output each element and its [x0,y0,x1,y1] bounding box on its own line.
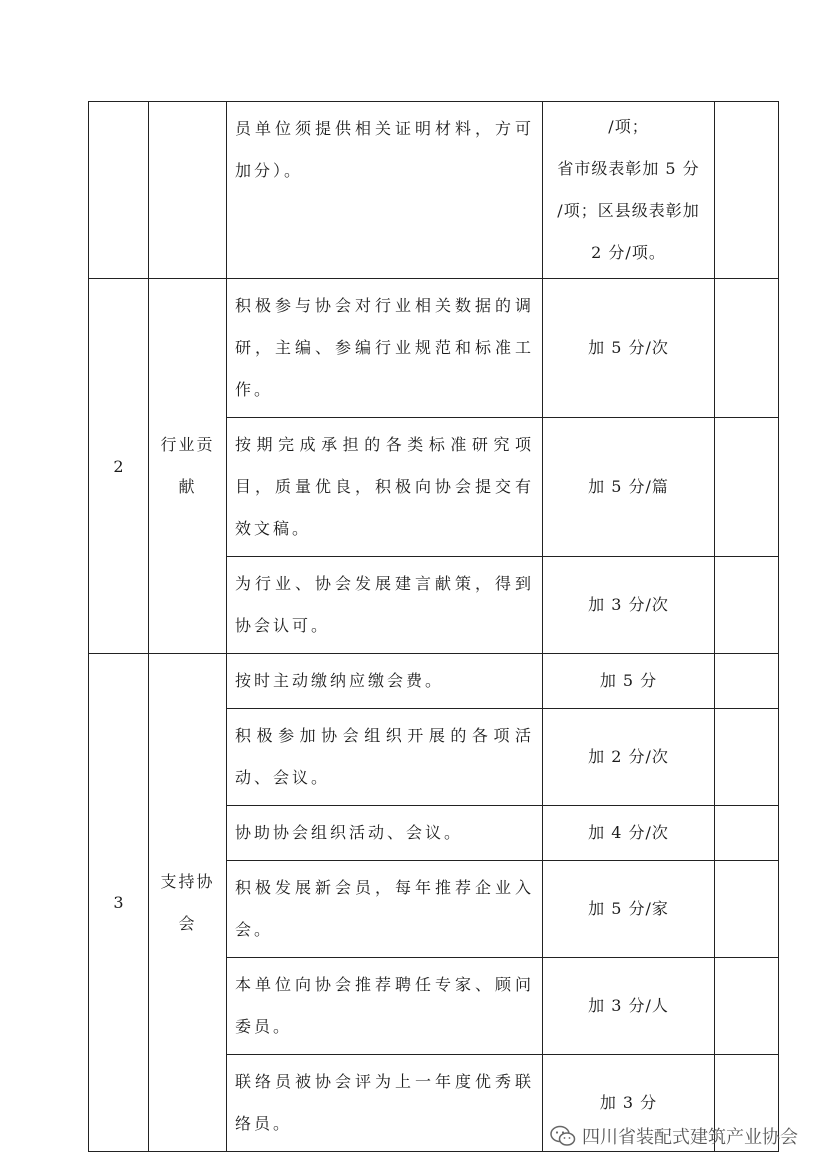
score-line: 省市级表彰加 5 分 [557,159,700,178]
score-cell: 加 4 分/次 [543,806,715,861]
score-cell: 加 3 分/次 [543,557,715,654]
score-cell: 加 3 分 [543,1055,715,1152]
desc-cell: 积极发展新会员，每年推荐企业入会。 [227,861,543,958]
score-cell: 加 5 分/家 [543,861,715,958]
score-cell: 加 5 分/篇 [543,418,715,557]
wechat-icon [550,1125,576,1147]
score-cell [543,102,715,279]
desc-cell: 员单位须提供相关证明材料，方可加分）。 [227,102,543,279]
score-cell: 加 2 分/次 [543,709,715,806]
desc-cell: 为行业、协会发展建言献策，得到协会认可。 [227,557,543,654]
category-cell [149,102,227,279]
desc-cell: 按期完成承担的各类标准研究项目，质量优良，积极向协会提交有效文稿。 [227,418,543,557]
group-number: 2 [89,279,149,654]
score-cell: 加 5 分/次 [543,279,715,418]
score-cell: 加 5 分 [543,654,715,709]
score-cell: 加 3 分/人 [543,958,715,1055]
table-row [89,102,779,279]
watermark-text: 四川省装配式建筑产业协会 [582,1127,798,1148]
table-row [89,654,779,709]
group-category: 行业贡献 [149,279,227,654]
remark-cell [715,654,779,709]
desc-cell: 本单位向协会推荐聘任专家、顾问委员。 [227,958,543,1055]
group-number: 3 [89,654,149,1152]
group-category: 支持协会 [149,654,227,1152]
remark-cell [715,557,779,654]
remark-cell [715,958,779,1055]
remark-cell [715,806,779,861]
remark-cell [715,861,779,958]
score-table [88,101,779,1152]
score-line: /项；区县级表彰加 [557,201,700,220]
remark-cell [715,102,779,279]
remark-cell [715,418,779,557]
desc-cell: 积极参与协会对行业相关数据的调研，主编、参编行业规范和标准工作。 [227,279,543,418]
watermark [550,1123,798,1149]
desc-cell: 按时主动缴纳应缴会费。 [227,654,543,709]
remark-cell [715,709,779,806]
desc-cell: 联络员被协会评为上一年度优秀联络员。 [227,1055,543,1152]
remark-cell [715,279,779,418]
desc-cell: 积极参加协会组织开展的各项活动、会议。 [227,709,543,806]
table-row [89,279,779,418]
score-line: 2 分/项。 [591,243,666,262]
score-line: /项； [608,117,649,136]
num-cell [89,102,149,279]
desc-cell: 协助协会组织活动、会议。 [227,806,543,861]
